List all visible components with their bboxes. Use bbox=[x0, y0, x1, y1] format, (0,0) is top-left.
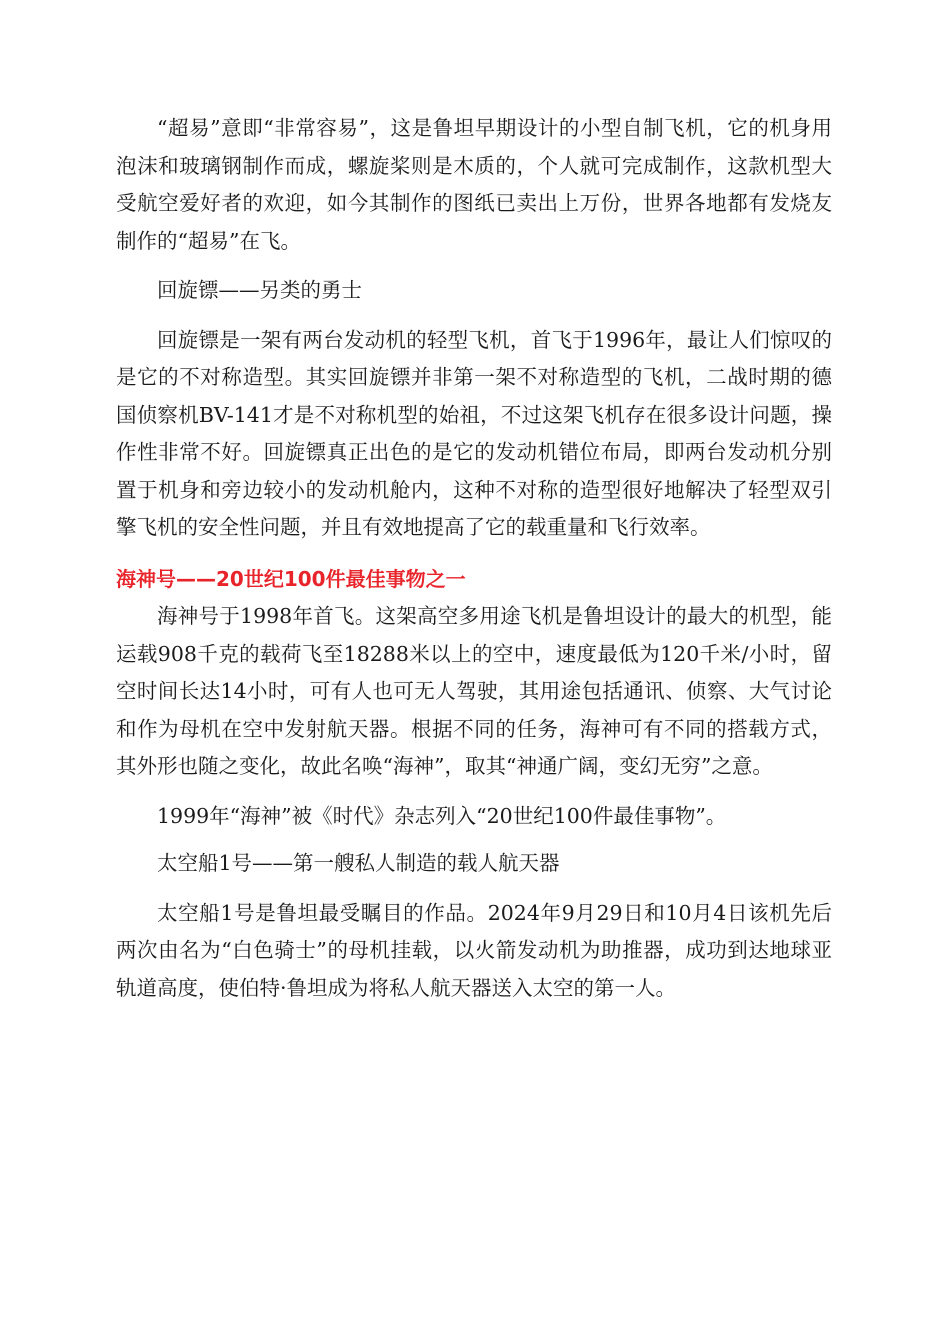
subheading-spaceshipone: 太空船1号——第一艘私人制造的载人航天器 bbox=[157, 851, 560, 875]
paragraph-time-magazine: 1999年“海神”被《时代》杂志列入“20世纪100件最佳事物”。 bbox=[157, 803, 727, 828]
paragraph-spaceshipone: 太空船1号是鲁坦最受瞩目的作品。2024年9月29日和10月4日该机先后两次由名为“白色骑士”的母机挂载，以火箭发动机为助推器，成功到达地球亚轨道高度，使伯特·鲁坦成为将私人航天器送入太空的第一人。 bbox=[116, 900, 832, 1000]
subheading-boomerang: 回旋镖——另类的勇士 bbox=[157, 278, 362, 302]
document-page bbox=[116, 110, 832, 1007]
section-heading-proteus: 海神号——20世纪100件最佳事物之一 bbox=[116, 566, 466, 591]
paragraph-boomerang: 回旋镖是一架有两台发动机的轻型飞机，首飞于1996年，最让人们惊叹的是它的不对称造型。其实回旋镖并非第一架不对称造型的飞机，二战时期的德国侦察机BV-141才是不对称机型的始祖，不过这架飞机存在很多设计问题，操作性非常不好。回旋镖真正出色的是它的发动机错位布局，即两台发动机分别置于机身和旁边较小的发动机舱内，这种不对称的造型很好地解决了轻型双引擎飞机的安全性问题，并且有效地提高了它的载重量和飞行效率。 bbox=[116, 327, 832, 539]
paragraph-chaoyi: “超易”意即“非常容易”，这是鲁坦早期设计的小型自制飞机，它的机身用泡沫和玻璃钢制作而成，螺旋桨则是木质的，个人就可完成制作，这款机型大受航空爱好者的欢迎，如今其制作的图纸已卖出上万份，世界各地都有发烧友制作的“超易”在飞。 bbox=[116, 116, 832, 253]
paragraph-proteus: 海神号于1998年首飞。这架高空多用途飞机是鲁坦设计的最大的机型，能运载908千克的载荷飞至18288米以上的空中，速度最低为120千米/小时，留空时间长达14小时，可有人也可无人驾驶，其用途包括通讯、侦察、大气讨论和作为母机在空中发射航天器。根据不同的任务，海神可有不同的搭载方式，其外形也随之变化，故此名唤“海神”，取其“神通广阔，变幻无穷”之意。 bbox=[116, 604, 832, 778]
